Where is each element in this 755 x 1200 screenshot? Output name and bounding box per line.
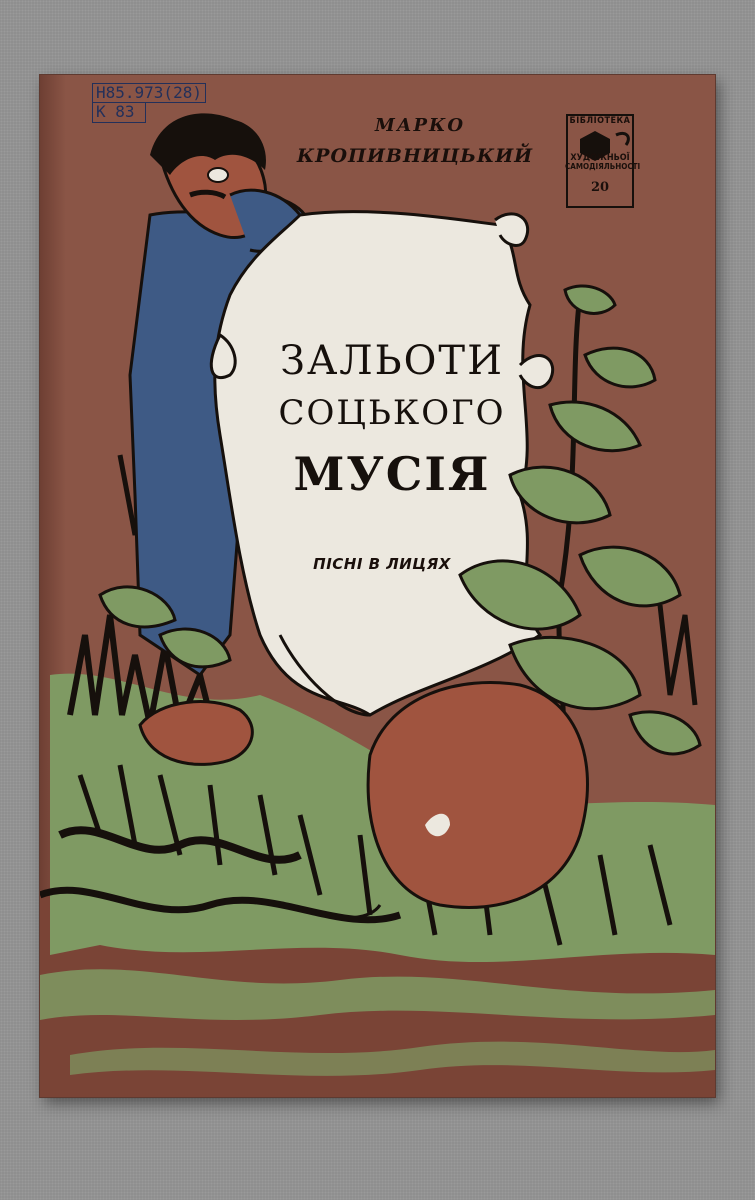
stamp-shelfmark: Н85.973(28) [92, 83, 206, 103]
stamp-code: К 83 [92, 103, 146, 122]
series-number: 20 [590, 180, 610, 195]
series-line2: ХУДОЖНЬОЇ [570, 153, 630, 163]
library-stamp [92, 83, 206, 123]
cover-illustration [40, 75, 715, 1097]
book-cover [40, 75, 715, 1097]
title-line-1: ЗАЛЬОТИ [280, 338, 504, 384]
title-line-2: СОЦЬКОГО [278, 393, 506, 433]
series-line3: САМОДІЯЛЬНОСТІ [565, 162, 641, 171]
author-last-name: КРОПИВНИЦЬКИЙ [296, 145, 534, 167]
title-line-3: МУСІЯ [293, 447, 491, 501]
series-line1: БІБЛІОТЕКА [569, 116, 631, 126]
author-first-name: МАРКО [374, 115, 466, 136]
subtitle: ПІСНІ В ЛИЦЯХ [313, 555, 451, 573]
series-label [565, 115, 641, 195]
